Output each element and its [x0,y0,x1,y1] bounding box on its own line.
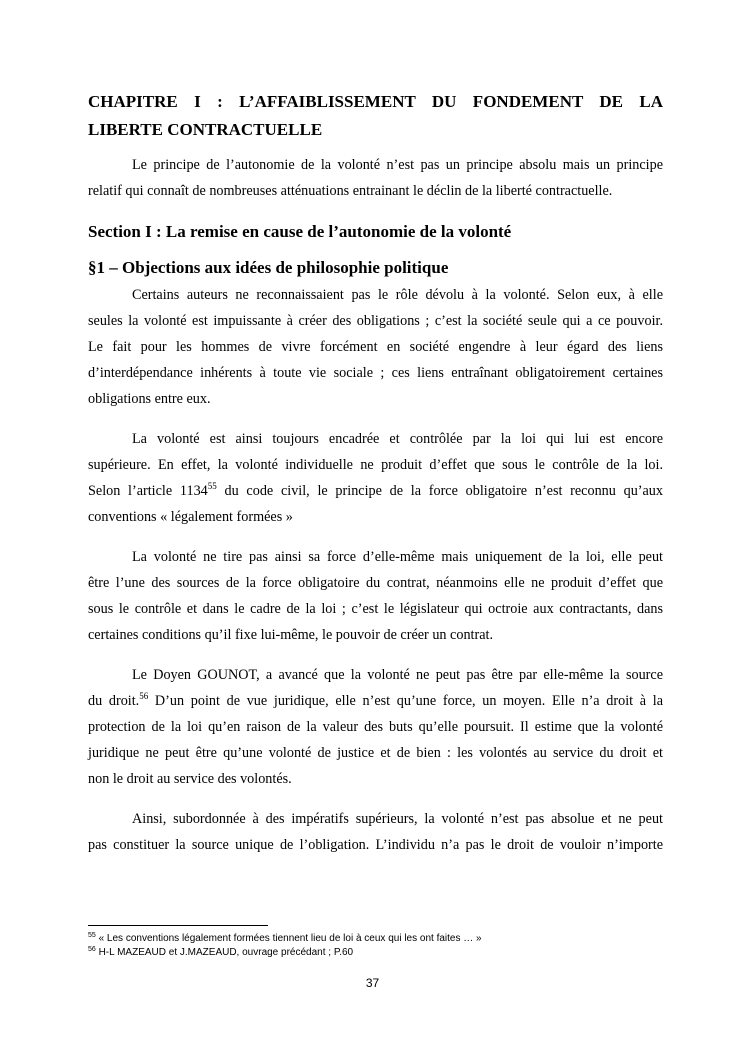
text-line: Certains auteurs ne reconnaissaient pas le rôle dévolu à la volonté. Selon eux, à elle [132,287,663,303]
footnote-number: 55 [88,932,96,939]
chapter-title-line: LIBERTE CONTRACTUELLE [88,120,323,139]
text-line: être l’une des sources de la force obligatoire du contrat, néanmoins elle ne produit d’effet que [88,575,663,591]
text-segment: D’un point de vue juridique, elle n’est qu’une force, un moyen. Elle n’a droit à la [148,693,664,709]
text-line: seules la volonté est impuissante à créer des obligations ; c’est la société seule qui a ce pouvoir. [88,313,663,329]
paragraph-5 [88,806,663,858]
subsection-heading: §1 – Objections aux idées de philosophie politique [88,258,449,277]
page-number: 37 [365,976,380,990]
text-line: La volonté ne tire pas ainsi sa force d’elle-même mais uniquement de la loi, elle peut [132,549,663,565]
text-line: sous le contrôle et dans le cadre de la loi ; c’est le législateur qui octroie aux contractants, dans [88,601,663,617]
text-segment: du droit. [88,693,140,709]
chapter-title-line: CHAPITRE I : L’AFFAIBLISSEMENT DU FONDEMENT DE LA [88,92,663,111]
text-line: Ainsi, subordonnée à des impératifs supérieurs, la volonté n’est pas absolue et ne peut [132,811,663,827]
page-body [88,88,663,872]
subsection-title [88,254,663,282]
footnote-text: « Les conventions légalement formées tiennent lieu de loi à ceux qui les ont faites … » [95,933,482,944]
paragraph-2 [88,426,663,530]
intro-paragraph [88,152,663,204]
footnote-56 [88,947,353,958]
text-line [88,688,663,714]
text-line: supérieure. En effet, la volonté individuelle ne produit d’effet que sous le contrôle de la loi. [88,457,663,473]
text-segment: Selon l’article 1134 [88,483,208,499]
text-line: relatif qui connaît de nombreuses atténuations entrainant le déclin de la liberté contractuelle. [88,183,613,199]
section-heading: Section I : La remise en cause de l’autonomie de la volonté [88,222,512,241]
text-line [88,478,663,504]
text-line: d’interdépendance inhérents à toute vie sociale ; ces liens entraînant obligatoirement certaines [88,365,663,381]
chapter-title [88,88,663,144]
footnote-number: 56 [88,946,96,953]
paragraph-1 [88,282,663,412]
text-line: Le principe de l’autonomie de la volonté n’est pas un principe absolu mais un principe [132,157,663,173]
text-line: non le droit au service des volontés. [88,771,292,787]
paragraph-3 [88,544,663,648]
text-segment: du code civil, le principe de la force obligatoire n’est reconnu qu’aux [216,483,663,499]
footnote-text: H-L MAZEAUD et J.MAZEAUD, ouvrage précédant ; P.60 [95,947,354,958]
text-line: Le Doyen GOUNOT, a avancé que la volonté ne peut pas être par elle-même la source [132,667,663,683]
section-title [88,218,663,246]
footnote-ref-56[interactable]: 56 [139,691,149,701]
footnote-ref-55[interactable]: 55 [207,481,217,491]
text-line: juridique ne peut être qu’une volonté de justice et de bien : les volontés au service du droit et [88,745,663,761]
text-line: La volonté est ainsi toujours encadrée et contrôlée par la loi qui lui est encore [132,431,663,447]
text-line: obligations entre eux. [88,391,211,407]
footnote-55 [88,933,482,944]
paragraph-4 [88,662,663,792]
text-line: certaines conditions qu’il fixe lui-même, le pouvoir de créer un contrat. [88,627,493,643]
text-line: pas constituer la source unique de l’obligation. L’individu n’a pas le droit de vouloir n’importe [88,837,663,853]
text-line: conventions « légalement formées » [88,509,293,525]
text-line: protection de la loi qu’en raison de la valeur des buts qu’elle poursuit. Il estime que la volonté [88,719,663,735]
footnote-separator [88,925,268,926]
text-line: Le fait pour les hommes de vivre forcément en société engendre à leur égard des liens [88,339,663,355]
